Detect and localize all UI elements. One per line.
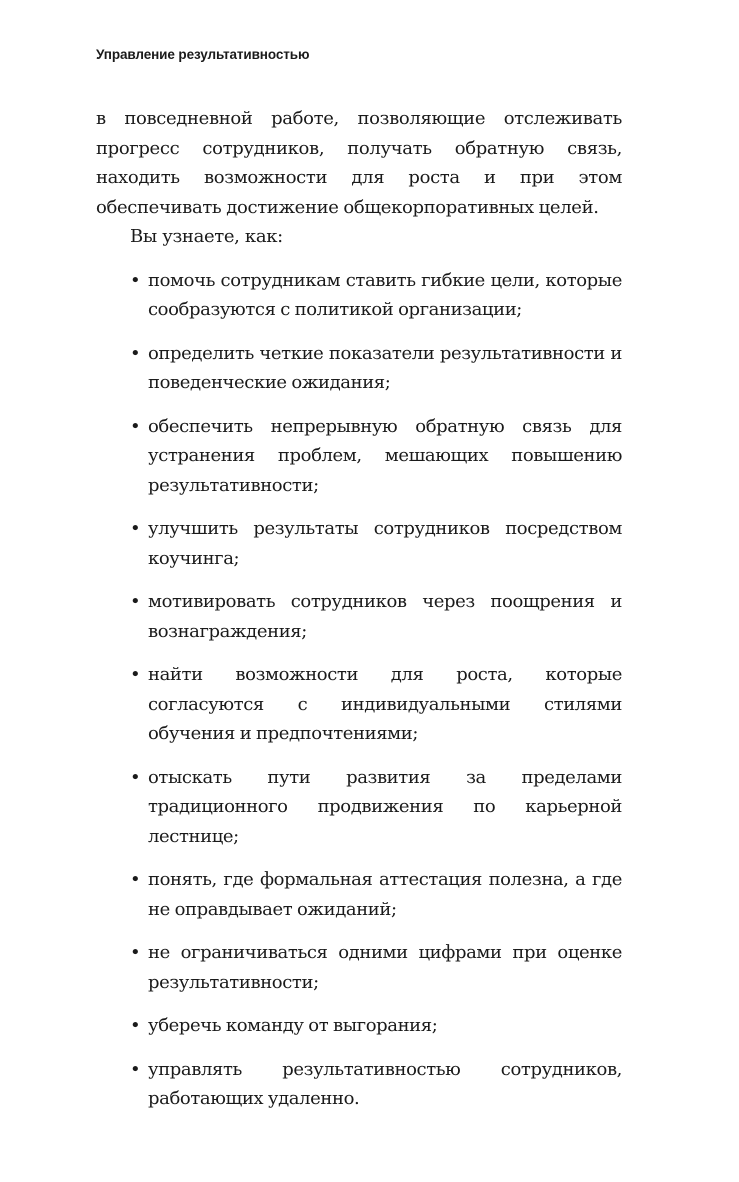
list-item-text: отыскать пути развития за пределами традиционного продвижения по карьерной лестнице; <box>148 766 622 847</box>
list-item-text: определить четкие показатели результативности и поведенческие ожидания; <box>148 342 622 393</box>
intro-paragraph: в повседневной работе, позволяющие отслеживать прогресс сотрудников, получать обратную связь, находить возможности для роста и при этом обеспечивать достижение общекорпоративных целей. <box>96 108 622 218</box>
list-item <box>94 865 622 924</box>
bullet-icon: • <box>130 269 141 291</box>
list-item <box>94 266 622 325</box>
list-item-text: не ограничиваться одними цифрами при оценке результативности; <box>148 942 622 993</box>
running-head: Управление результативностью <box>96 47 310 62</box>
list-item <box>94 763 622 852</box>
list-item-text: понять, где формальная аттестация полезна, а где не оправдывает ожиданий; <box>148 869 622 920</box>
bullet-icon: • <box>130 664 141 685</box>
list-item-text: найти возможности для роста, которые согласуются с индивидуальными стилями обучения и предпочтениями; <box>148 664 622 744</box>
bullet-icon: • <box>130 942 141 963</box>
list-item <box>94 660 622 749</box>
bullet-icon: • <box>130 766 141 788</box>
list-item-text: обеспечить непрерывную обратную связь для устранения проблем, мешающих повышению результативности; <box>148 415 622 496</box>
bullet-icon: • <box>130 518 141 539</box>
lead-line: Вы узнаете, как: <box>130 226 283 247</box>
list-item-text: улучшить результаты сотрудников посредством коучинга; <box>148 518 622 569</box>
bullet-icon: • <box>130 591 141 612</box>
list-item <box>94 587 622 646</box>
bullet-icon: • <box>130 415 141 437</box>
list-item <box>94 1055 622 1114</box>
list-item <box>94 514 622 573</box>
list-item-text: помочь сотрудникам ставить гибкие цели, которые сообразуются с политикой организации; <box>148 269 622 320</box>
body-text <box>96 104 622 1128</box>
bullet-icon: • <box>130 1015 141 1036</box>
list-item <box>94 938 622 997</box>
list-item-text: уберечь команду от выгорания; <box>148 1015 438 1036</box>
bullet-list <box>96 266 622 1114</box>
bullet-icon: • <box>130 1058 141 1080</box>
list-item <box>94 412 622 501</box>
list-item <box>94 339 622 398</box>
bullet-icon: • <box>130 869 141 890</box>
list-item-text: мотивировать сотрудников через поощрения и вознаграждения; <box>148 591 622 642</box>
list-item <box>94 1011 622 1041</box>
bullet-icon: • <box>130 342 141 364</box>
list-item-text: управлять результативностью сотрудников, работающих удаленно. <box>148 1058 622 1109</box>
